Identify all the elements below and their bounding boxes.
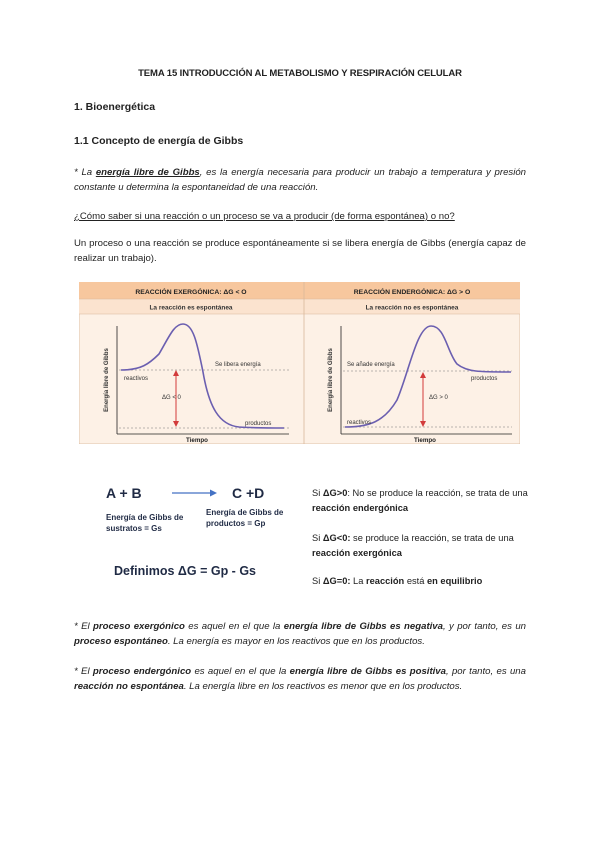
section-heading: 1. Bioenergética (74, 101, 156, 113)
rule-negative (312, 531, 532, 560)
left-y-label: Energía libre de Gibbs (104, 348, 110, 412)
endergonic-paragraph (74, 664, 526, 694)
left-subheader: La reacción es espontánea (149, 304, 233, 312)
equation-rhs: C +D (232, 485, 265, 501)
text-span: se produce la reacción, se trata de una (350, 533, 514, 543)
text-span: * El (74, 666, 93, 677)
subsection-heading: 1.1 Concepto de energía de Gibbs (74, 135, 244, 147)
text-span: Si (312, 576, 323, 586)
right-add-label: Se añade energía (347, 362, 395, 368)
text-span: es aquel en el que la (184, 621, 284, 632)
left-header: REACCIÓN EXERGÓNICA: ΔG < O (135, 289, 247, 296)
equation-lhs: A + B (106, 485, 142, 501)
term-bold: reacción exergónica (312, 547, 402, 558)
substrate-energy-label: Energía de Gibbs de sustratos = Gs (106, 513, 184, 533)
text-span: es aquel en el que la (191, 666, 290, 677)
term-bold: reacción endergónica (312, 502, 409, 513)
term-bold: en equilibrio (426, 576, 483, 586)
text-span: La (350, 576, 366, 586)
term-bold: energía libre de Gibbs (95, 167, 200, 178)
right-products-label: productos (471, 376, 498, 382)
answer-text: Un proceso o una reacción se produce espontáneamente si se libera energía de Gibbs (energía capaz de realizar un trabajo). (74, 238, 526, 264)
text-span: . La energía es mayor en los reactivos que en los productos. (167, 636, 425, 647)
page-title: TEMA 15 INTRODUCCIÓN AL METABOLISMO Y RESPIRACIÓN CELULAR (138, 68, 462, 79)
rule-positive (312, 486, 532, 515)
right-dg-label: ΔG > 0 (429, 395, 448, 401)
text-span: Si (312, 488, 323, 498)
condition-bold: ΔG<0: (322, 533, 351, 543)
text-span: * El (74, 621, 94, 632)
term-bold: proceso exergónico (93, 621, 185, 632)
term-bold: reacción no espontánea (74, 681, 184, 692)
condition-bold: ΔG=0: (322, 576, 351, 586)
text-span: : No se produce la reacción, se trata de una (347, 488, 528, 498)
term-bold: energía libre de Gibbs es negativa (283, 621, 443, 632)
term-bold: reacción (365, 576, 405, 586)
left-reactants-label: reactivos (124, 376, 149, 382)
reaction-arrow-icon (172, 488, 218, 498)
condition-bold: ΔG>0 (322, 488, 348, 498)
question-text: ¿Cómo saber si una reacción o un proceso se va a producir (de forma espontánea) o no? (74, 211, 455, 222)
gibbs-definition (74, 165, 526, 195)
text-span: , por tanto, es una (445, 666, 526, 677)
left-products-label: productos (245, 421, 272, 427)
exergonic-paragraph (74, 619, 526, 649)
text-span: , y por tanto, es un (442, 621, 526, 632)
text-span: , es la energía necesaria para producir un trabajo a temperatura y presión constante u determina la espontaneidad de una reacción. (74, 167, 526, 193)
text-span: . La energía libre en los reactivos es menor que en los productos. (183, 681, 463, 692)
right-y-label: Energía libre de Gibbs (328, 348, 334, 412)
right-subheader: La reacción no es espontánea (365, 304, 459, 312)
term-bold: energía libre de Gibbs es positiva (289, 666, 446, 677)
term-bold: proceso endergónico (92, 666, 192, 677)
right-header: REACCIÓN ENDERGÓNICA: ΔG > O (353, 289, 471, 296)
left-dg-label: ΔG < 0 (162, 395, 181, 401)
text-span: * La (74, 167, 96, 178)
energy-diagram (79, 282, 520, 444)
text-span: está (404, 576, 427, 586)
arrow-head (210, 490, 217, 497)
text-span: Si (312, 533, 323, 543)
term-bold: proceso espontáneo (74, 636, 168, 647)
left-release-label: Se libera energía (215, 362, 261, 368)
product-energy-label: Energía de Gibbs de productos = Gp (206, 508, 284, 528)
left-x-label: Tiempo (186, 437, 208, 444)
right-x-label: Tiempo (414, 437, 436, 444)
right-reactants-label: reactivos (347, 420, 372, 426)
delta-g-definition: Definimos ΔG = Gp - Gs (114, 564, 256, 578)
rule-zero (312, 574, 532, 589)
